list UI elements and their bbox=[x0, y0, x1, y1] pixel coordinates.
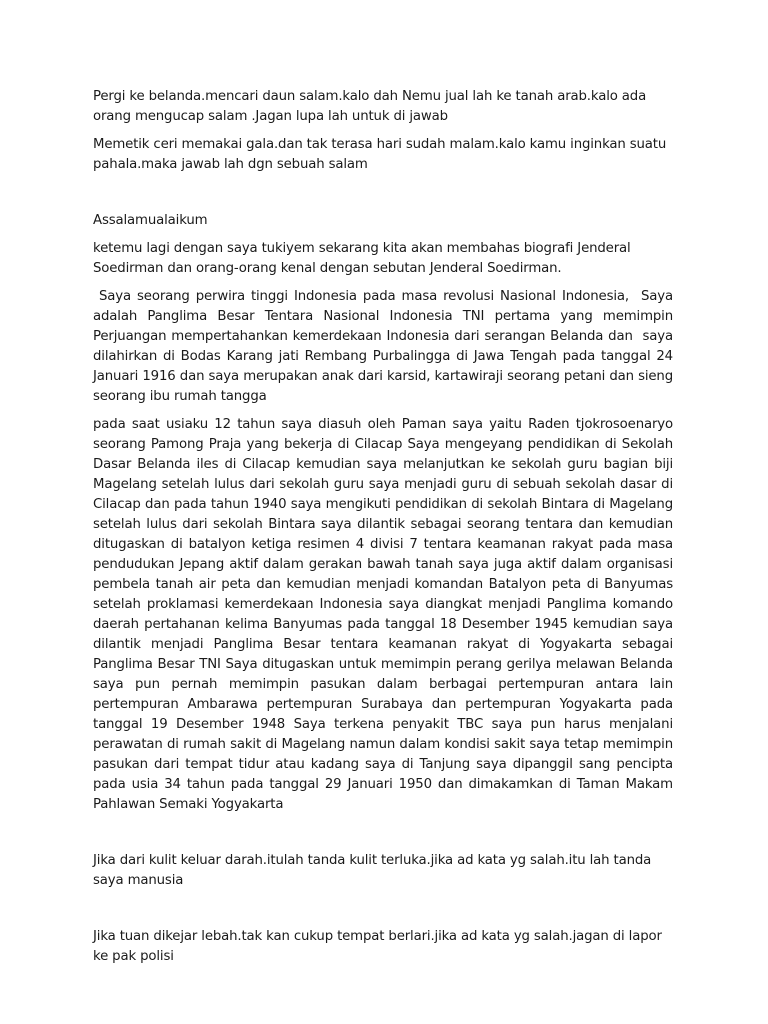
intro-paragraph: ketemu lagi dengan saya tukiyem sekarang kita akan membahas biografi Jenderal Soedirman dan orang-orang kenal dengan sebutan Jenderal Soedirman. bbox=[93, 241, 631, 276]
biography-paragraph-2: pada saat usiaku 12 tahun saya diasuh oleh Paman saya yaitu Raden tjokrosoenaryo seorang Pamong Praja yang bekerja di Cilacap Saya mengeyang pendidikan di Sekolah Dasar Belanda iles di Cilacap kemudian saya melanjutkan ke sekolah guru bagian biji Magelang setelah lulus dari sekolah guru saya menjadi guru di sebuah sekolah dasar di Cilacap dan pada tahun 1940 saya mengikuti pendidikan di sekolah Bintara di Magelang setelah lulus dari sekolah Bintara saya dilantik sebagai seorang tentara dan kemudian ditugaskan di batalyon ketiga resimen 4 divisi 7 tentara keamanan rakyat pada masa pendudukan Jepang aktif dalam gerakan bawah tanah saya juga aktif dalam organisasi pembela tanah air peta dan kemudian menjadi komandan Batalyon peta di Banyumas setelah proklamasi kemerdekaan Indonesia saya diangkat menjadi Panglima komando daerah pertahanan kelima Banyumas pada tanggal 18 Desember 1945 kemudian saya dilantik menjadi Panglima Besar tentara keamanan rakyat di Yogyakarta sebagai Panglima Besar TNI Saya ditugaskan untuk memimpin perang gerilya melawan Belanda saya pun pernah memimpin pasukan dalam berbagai pertempuran antara lain pertempuran Ambarawa pertempuran Surabaya dan pertempuran Yogyakarta pada tanggal 19 Desember 1948 Saya terkena penyakit TBC saya pun harus menjalani perawatan di rumah sakit di Magelang namun dalam kondisi sakit saya tetap memimpin pasukan dari tempat tidur atau kadang saya di Tanjung saya dipanggil sang pencipta pada usia 34 tahun pada tanggal 29 Januari 1950 dan dimakamkan di Taman Makam Pahlawan Semaki Yogyakarta bbox=[93, 417, 673, 812]
closing-pantun-1: Jika dari kulit keluar darah.itulah tanda kulit terluka.jika ad kata yg salah.itu lah tanda saya manusia bbox=[93, 853, 652, 888]
opening-pantun-1: Pergi ke belanda.mencari daun salam.kalo dah Nemu jual lah ke tanah arab.kalo ada orang mengucap salam .Jagan lupa lah untuk di jawab bbox=[93, 89, 647, 124]
biography-paragraph-1: Saya seorang perwira tinggi Indonesia pada masa revolusi Nasional Indonesia, Saya adalah Panglima Besar Tentara Nasional Indonesia TNI pertama yang memimpin Perjuangan mempertahankan kemerdekaan Indonesia dari serangan Belanda dan saya dilahirkan di Bodas Karang jati Rembang Purbalingga di Jawa Tengah pada tanggal 24 Januari 1916 dan saya merupakan anak dari karsid, kartawiraji seorang petani dan sieng seorang ibu rumah tangga bbox=[93, 289, 678, 404]
closing-pantun-2: Jika tuan dikejar lebah.tak kan cukup tempat berlari.jika ad kata yg salah.jagan di lapor ke pak polisi bbox=[93, 929, 662, 964]
document-page bbox=[93, 87, 678, 967]
opening-pantun-2: Memetik ceri memakai gala.dan tak terasa hari sudah malam.kalo kamu inginkan suatu pahala.maka jawab lah dgn sebuah salam bbox=[93, 137, 667, 172]
greeting: Assalamualaikum bbox=[93, 213, 208, 228]
